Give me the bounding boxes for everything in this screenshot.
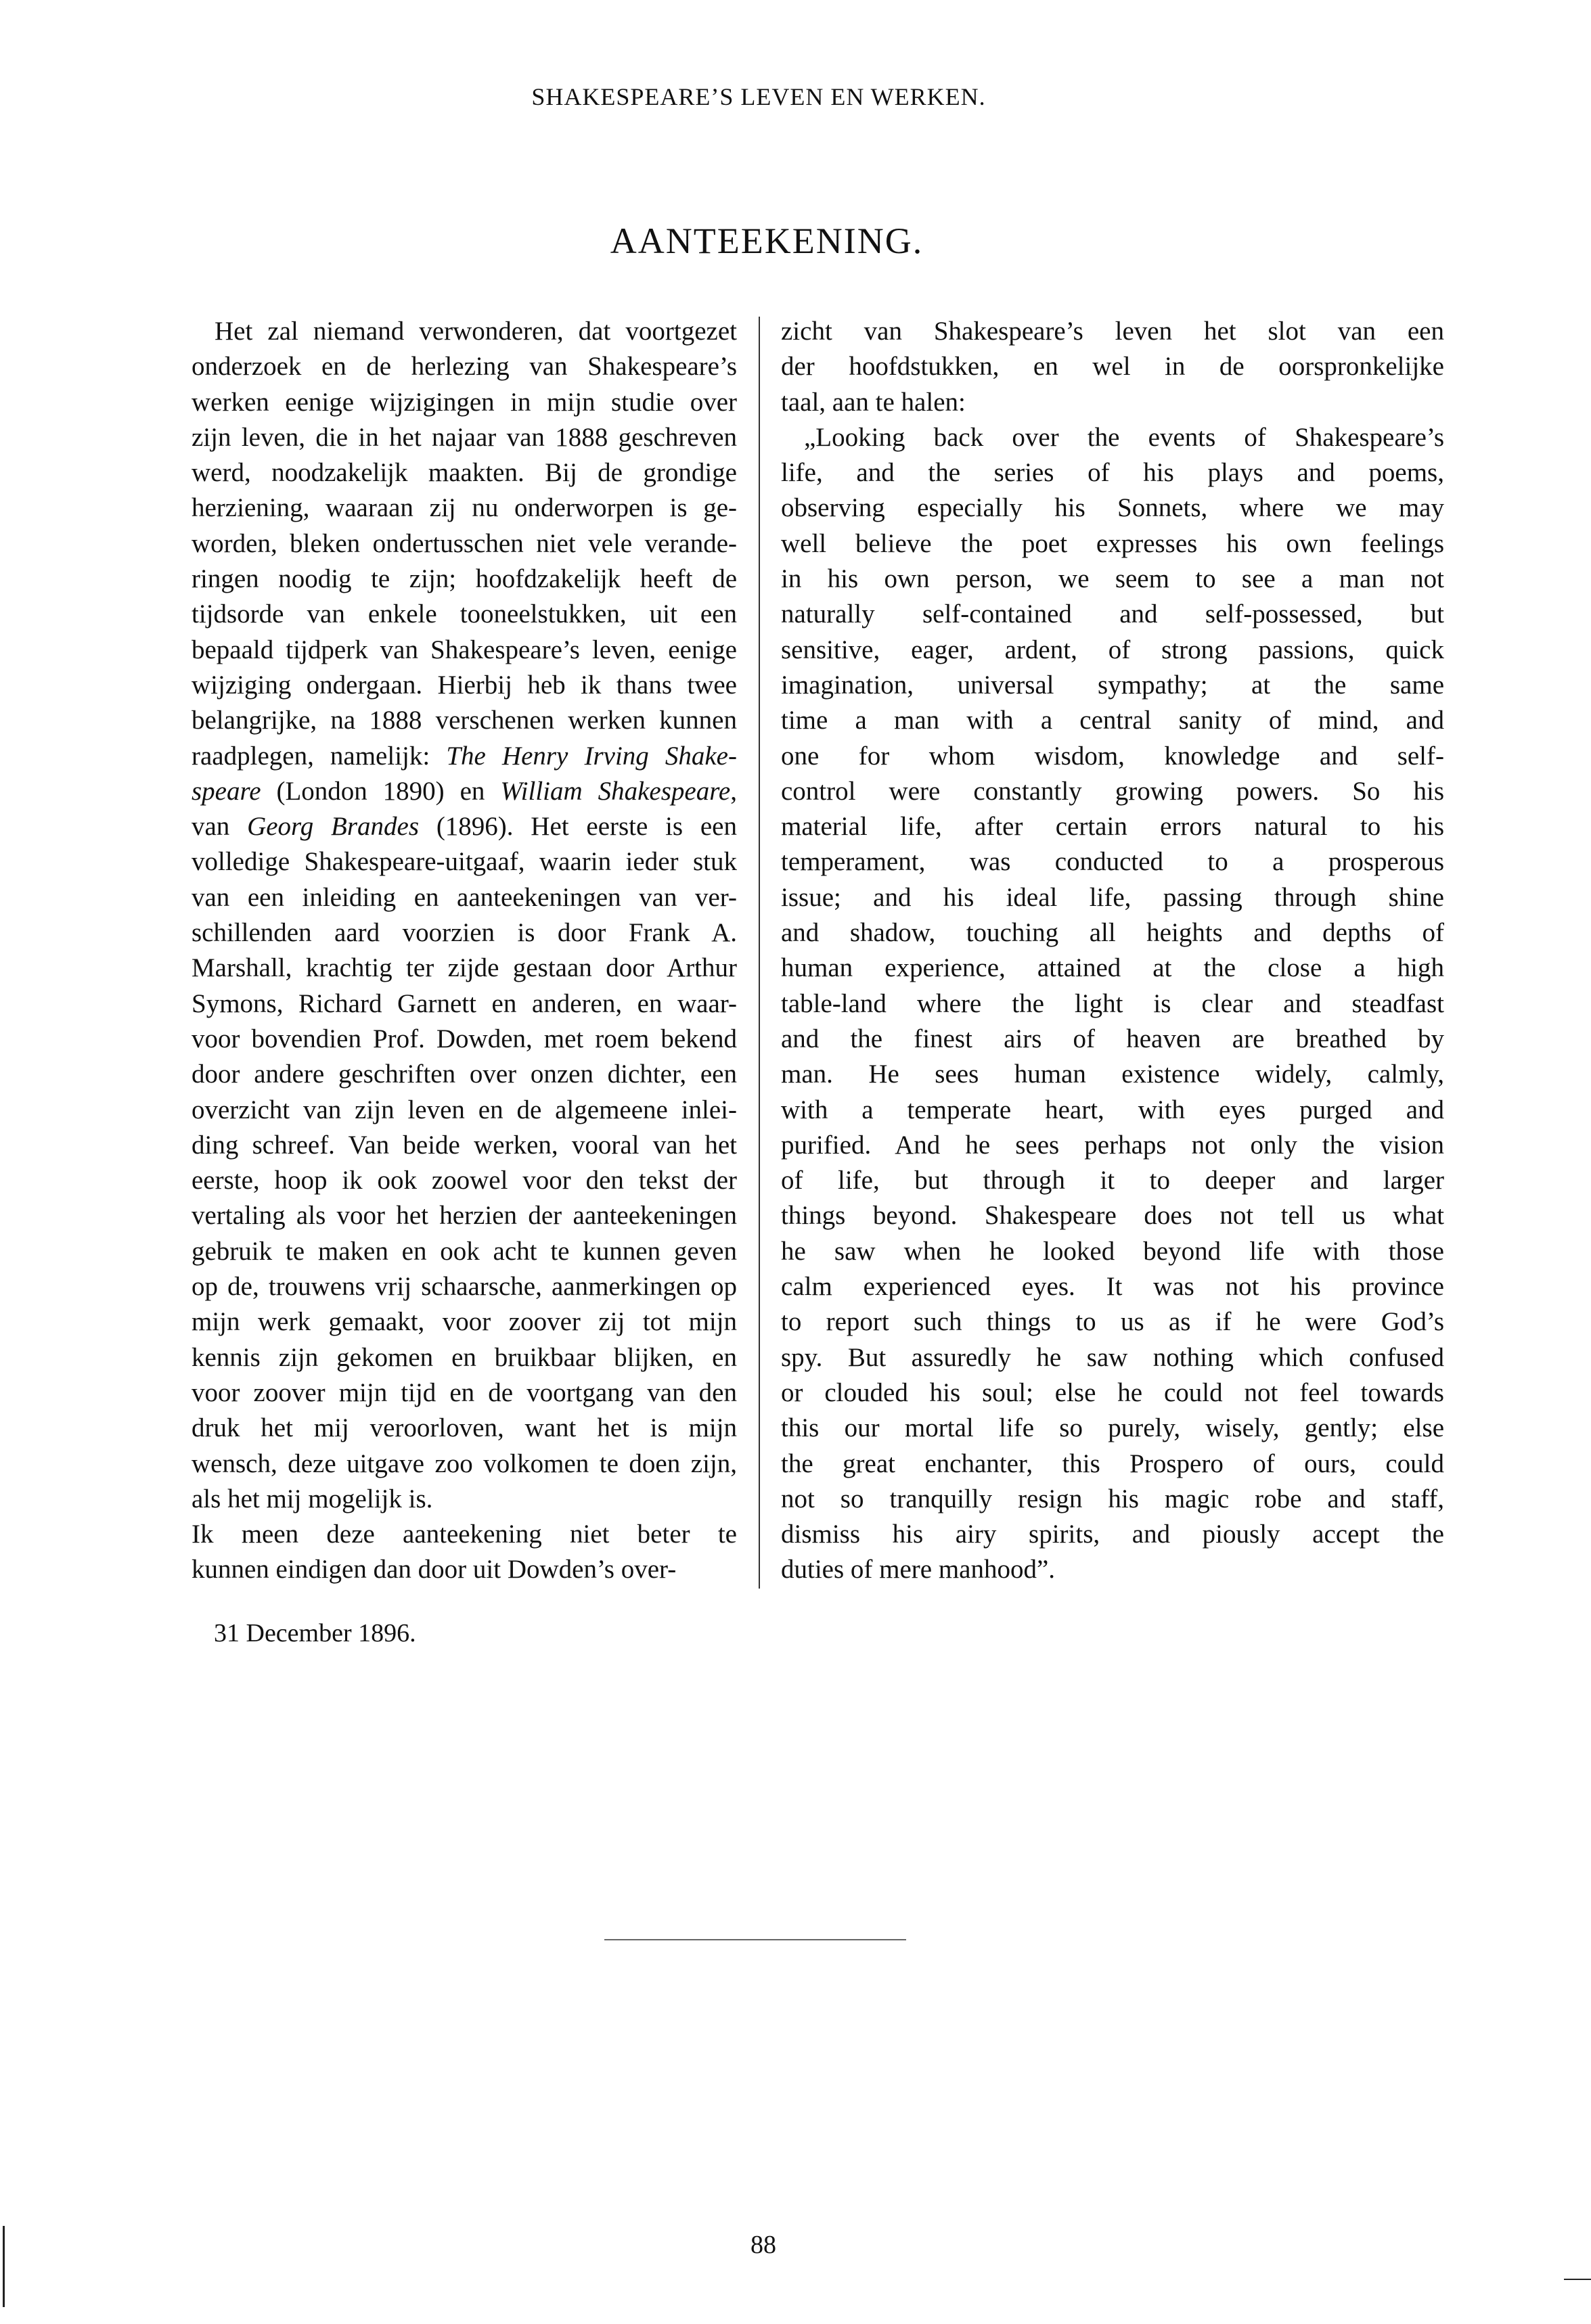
text-line [192, 739, 737, 774]
text-line: werd, noodzakelijk maakten. Bij de grondige [192, 458, 737, 488]
text-line: purified. And he sees perhaps not only the vision [781, 1130, 1444, 1160]
text-line: Marshall, krachtig ter zijde gestaan door Arthur [192, 953, 737, 983]
text-line: control were constantly growing powers. So his [781, 776, 1444, 806]
text-line: overzicht van zijn leven en de algemeene inlei- [192, 1095, 737, 1124]
text-line: imagination, universal sympathy; at the same [781, 670, 1444, 700]
text-line: bepaald tijdperk van Shakespeare’s leven, eenige [192, 635, 737, 664]
text-line: der hoofdstukken, en wel in de oorspronkelijke [781, 352, 1444, 382]
scan-edge-mark [1564, 2279, 1591, 2280]
text-line [192, 809, 737, 844]
italic-title: William Shakespeare [500, 776, 731, 806]
text-line: volledige Shakespeare-uitgaaf, waarin ieder stuk [192, 847, 737, 877]
text-line: werken eenige wijzigingen in mijn studie over [192, 387, 737, 417]
text-line: in his own person, we seem to see a man not [781, 564, 1444, 594]
text-line: als het mij mogelijk is. [192, 1484, 433, 1513]
left-column [192, 314, 737, 1588]
text-line: and shadow, touching all heights and depths of [781, 918, 1444, 948]
text-line: man. He sees human existence widely, calmly, [781, 1060, 1444, 1089]
text-segment: raadplegen, namelijk: [192, 741, 447, 771]
text-line: van een inleiding en aanteekeningen van ver- [192, 882, 737, 912]
text-line: druk het mij veroorloven, want het is mijn [192, 1413, 737, 1443]
text-line: Symons, Richard Garnett en anderen, en waar- [192, 988, 737, 1018]
text-line: issue; and his ideal life, passing through shine [781, 882, 1444, 912]
text-line: tijdsorde van enkele tooneelstukken, uit een [192, 599, 737, 629]
text-line: onderzoek en de herlezing van Shakespeare’s [192, 352, 737, 382]
text-line: calm experienced eyes. It was not his province [781, 1272, 1444, 1302]
scan-edge-mark [3, 2226, 5, 2307]
text-line: of life, but through it to deeper and larger [781, 1166, 1444, 1195]
text-line: and the finest airs of heaven are breathed by [781, 1024, 1444, 1053]
right-column [781, 314, 1444, 1588]
text-line: material life, after certain errors natural to his [781, 812, 1444, 842]
text-line: schillenden aard voorzien is door Frank A. [192, 918, 737, 948]
date-line: 31 December 1896. [214, 1619, 416, 1647]
text-line: kennis zijn gekomen en bruikbaar blijken, en [192, 1342, 737, 1372]
text-line: this our mortal life so purely, wisely, gently; else [781, 1413, 1444, 1443]
italic-title: Georg Brandes [247, 812, 420, 842]
text-line: wensch, deze uitgave zoo volkomen te doen zijn, [192, 1449, 737, 1478]
text-line: the great enchanter, this Prospero of ours, could [781, 1449, 1444, 1478]
text-line: things beyond. Shakespeare does not tell us what [781, 1201, 1444, 1231]
text-line: or clouded his soul; else he could not feel towards [781, 1377, 1444, 1407]
text-line: human experience, attained at the close a high [781, 953, 1444, 983]
italic-title: speare [192, 776, 261, 806]
text-line: ringen noodig te zijn; hoofdzakelijk heeft de [192, 564, 737, 594]
running-header: SHAKESPEARE’S LEVEN EN WERKEN. [531, 83, 986, 110]
text-line: observing especially his Sonnets, where we may [781, 493, 1444, 523]
text-line: gebruik te maken en ook acht te kunnen geven [192, 1236, 737, 1266]
text-segment: , [730, 776, 737, 806]
text-line: temperament, was conducted to a prosperous [781, 847, 1444, 877]
text-line: duties of mere manhood”. [781, 1555, 1056, 1585]
text-line: with a temperate heart, with eyes purged and [781, 1095, 1444, 1124]
text-line: vertaling als voor het herzien der aanteekeningen [192, 1201, 737, 1231]
text-line: kunnen eindigen dan door uit Dowden’s over- [192, 1555, 677, 1585]
page-title: AANTEEKENING. [610, 221, 924, 261]
text-line: worden, bleken ondertusschen niet vele verande- [192, 528, 737, 558]
text-line: spy. But assuredly he saw nothing which confused [781, 1342, 1444, 1372]
end-rule [604, 1939, 906, 1940]
text-line: herziening, waaraan zij nu onderworpen is ge- [192, 493, 737, 523]
text-line: naturally self-contained and self-possessed, but [781, 599, 1444, 629]
text-line: he saw when he looked beyond life with those [781, 1236, 1444, 1266]
text-line: ding schreef. Van beide werken, vooral van het [192, 1130, 737, 1160]
text-line: one for whom wisdom, knowledge and self- [781, 741, 1444, 771]
text-line: life, and the series of his plays and poems, [781, 458, 1444, 488]
text-line: mijn werk gemaakt, voor zoover zij tot mijn [192, 1307, 737, 1337]
text-line: wijziging ondergaan. Hierbij heb ik thans twee [192, 670, 737, 700]
text-line: „Looking back over the events of Shakespeare’s [804, 422, 1444, 452]
text-segment: van [192, 812, 248, 842]
text-line: voor zoover mijn tijd en de voortgang van den [192, 1377, 737, 1407]
text-line: to report such things to us as if he were God’s [781, 1307, 1444, 1337]
text-line: Het zal niemand verwonderen, dat voortgezet [215, 317, 737, 346]
text-line: voor bovendien Prof. Dowden, met roem bekend [192, 1024, 737, 1053]
text-line: zijn leven, die in het najaar van 1888 geschreven [192, 422, 737, 452]
italic-title: The Henry Irving Shake- [446, 741, 737, 771]
text-line: Ik meen deze aanteekening niet beter te [192, 1520, 737, 1549]
text-line: op de, trouwens vrij schaarsche, aanmerkingen op [192, 1272, 737, 1302]
text-line: time a man with a central sanity of mind, and [781, 706, 1444, 735]
text-segment: (London 1890) en [261, 776, 501, 806]
text-line [192, 774, 737, 809]
text-line: sensitive, eager, ardent, of strong passions, quick [781, 635, 1444, 664]
text-line: well believe the poet expresses his own feelings [781, 528, 1444, 558]
text-line: zicht van Shakespeare’s leven het slot van een [781, 317, 1444, 346]
column-divider [759, 317, 760, 1589]
text-line: table-land where the light is clear and steadfast [781, 988, 1444, 1018]
text-line: not so tranquilly resign his magic robe and staff, [781, 1484, 1444, 1513]
text-line: door andere geschriften over onzen dichter, een [192, 1060, 737, 1089]
text-segment: (1896). Het eerste is een [419, 812, 737, 842]
text-line: dismiss his airy spirits, and piously accept the [781, 1520, 1444, 1549]
text-line: belangrijke, na 1888 verschenen werken kunnen [192, 706, 737, 735]
text-line: eerste, hoop ik ook zoowel voor den tekst der [192, 1166, 737, 1195]
page-number: 88 [750, 2231, 776, 2259]
text-line: taal, aan te halen: [781, 387, 966, 417]
